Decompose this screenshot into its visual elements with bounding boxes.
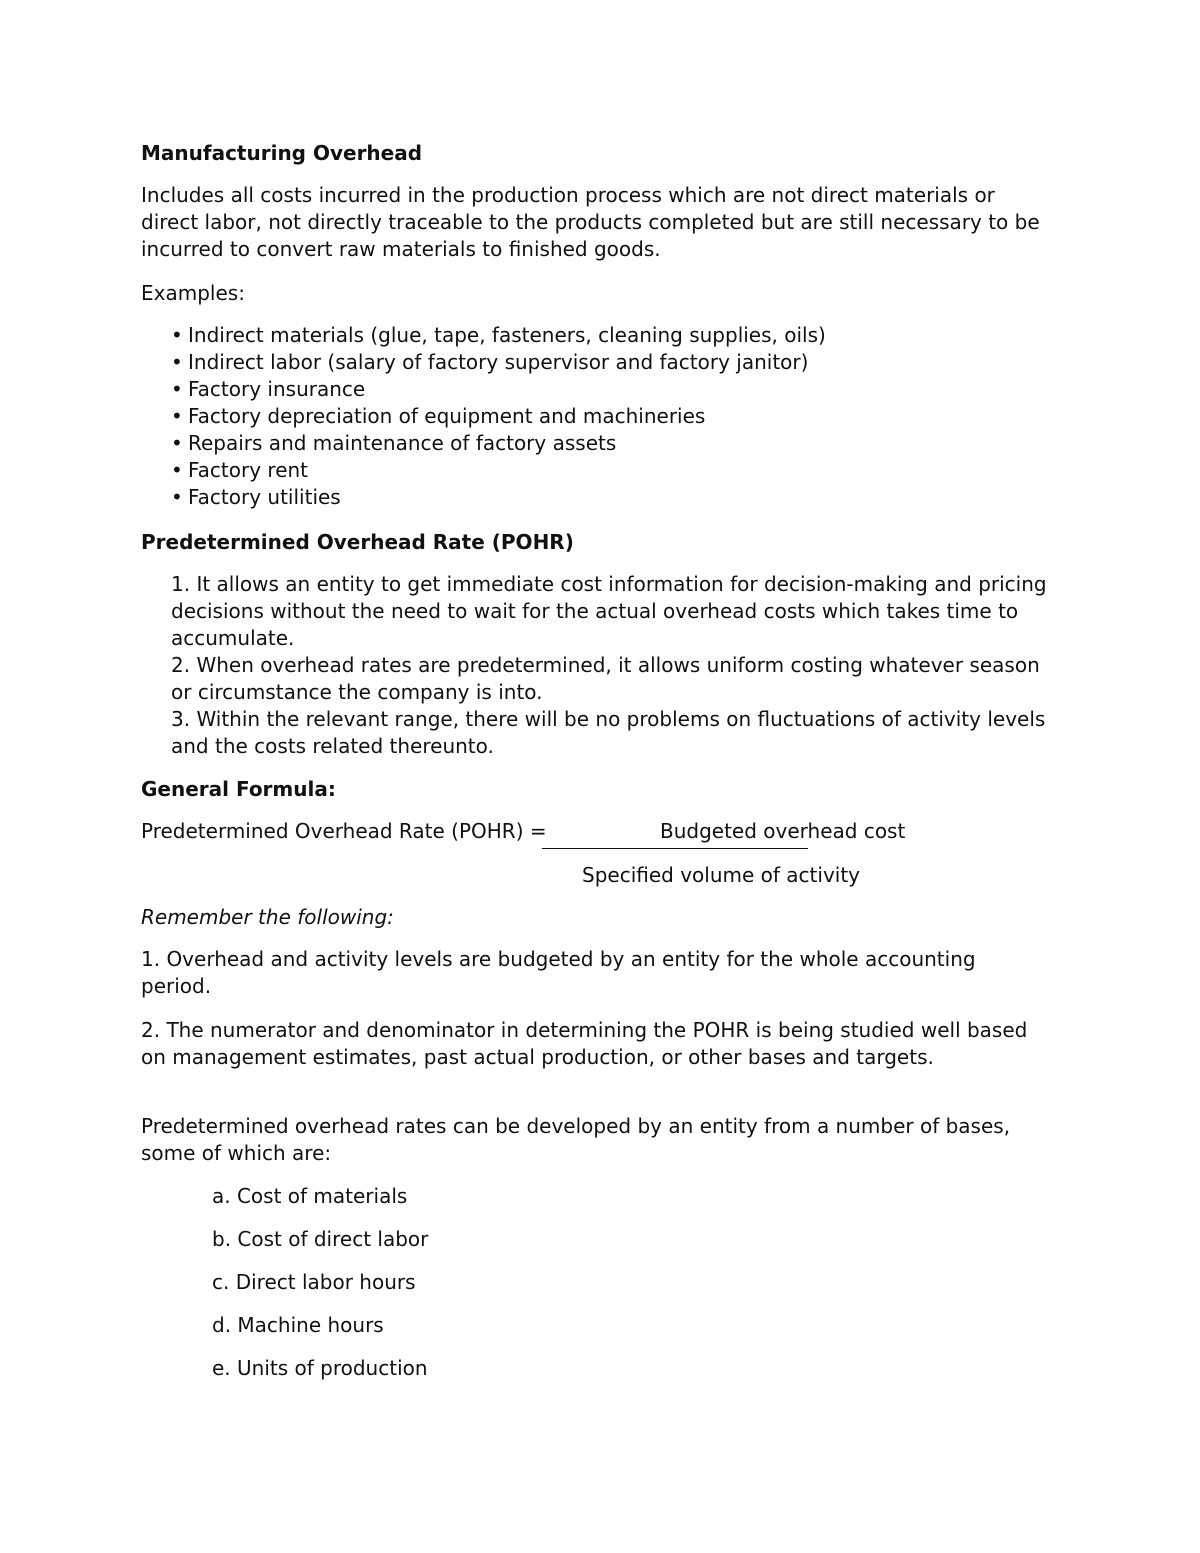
bullet-icon: • [171, 323, 183, 347]
formula-lhs: Predetermined Overhead Rate (POHR) = [141, 819, 547, 843]
list-item: • Factory insurance [171, 377, 366, 401]
list-item: d. Machine hours [212, 1313, 384, 1337]
list-item: • Repairs and maintenance of factory assets [171, 431, 617, 455]
heading-pohr: Predetermined Overhead Rate (POHR) [141, 530, 574, 554]
list-item: b. Cost of direct labor [212, 1227, 429, 1251]
examples-label: Examples: [141, 281, 245, 305]
bullet-icon: • [171, 404, 183, 428]
list-item: 2. When overhead rates are predetermined, it allows uniform costing whatever season or circumstance the company is into. [171, 653, 1040, 704]
examples-list [141, 322, 826, 511]
remember-point-2: 2. The numerator and denominator in determining the POHR is being studied well based on management estimates, past actual production, or other bases and targets. [141, 1018, 1028, 1069]
fraction-bar [542, 848, 808, 849]
bases-list [212, 1183, 428, 1398]
list-item: e. Units of production [212, 1356, 428, 1380]
bullet-icon: • [171, 377, 183, 401]
bullet-icon: • [171, 485, 183, 509]
remember-label: Remember the following: [141, 905, 394, 929]
pohr-points-list [171, 571, 1061, 760]
list-item: 3. Within the relevant range, there will be no problems on fluctuations of activity levels and the costs related thereunto. [171, 707, 1046, 758]
bullet-icon: • [171, 350, 183, 374]
formula-denominator: Specified volume of activity [582, 863, 861, 887]
list-item: • Factory rent [171, 458, 309, 482]
formula-numerator: Budgeted overhead cost [660, 819, 906, 843]
intro-paragraph: Includes all costs incurred in the production process which are not direct materials or direct labor, not directly traceable to the products completed but are still necessary to be incurred to convert raw materials to finished goods. [141, 183, 1040, 261]
bullet-icon: • [171, 431, 183, 455]
heading-manufacturing-overhead: Manufacturing Overhead [141, 141, 423, 165]
list-item: • Indirect materials (glue, tape, fasteners, cleaning supplies, oils) [171, 323, 826, 347]
heading-general-formula: General Formula: [141, 777, 336, 801]
bases-intro: Predetermined overhead rates can be developed by an entity from a number of bases, some of which are: [141, 1114, 1011, 1165]
list-item: a. Cost of materials [212, 1184, 408, 1208]
list-item: • Factory depreciation of equipment and machineries [171, 404, 706, 428]
list-item: c. Direct labor hours [212, 1270, 416, 1294]
list-item: 1. It allows an entity to get immediate cost information for decision-making and pricing decisions without the need to wait for the actual overhead costs which takes time to accumulate. [171, 572, 1047, 650]
list-item: • Factory utilities [171, 485, 341, 509]
list-item: • Indirect labor (salary of factory supervisor and factory janitor) [171, 350, 809, 374]
remember-point-1: 1. Overhead and activity levels are budgeted by an entity for the whole accounting period. [141, 947, 976, 998]
bullet-icon: • [171, 458, 183, 482]
